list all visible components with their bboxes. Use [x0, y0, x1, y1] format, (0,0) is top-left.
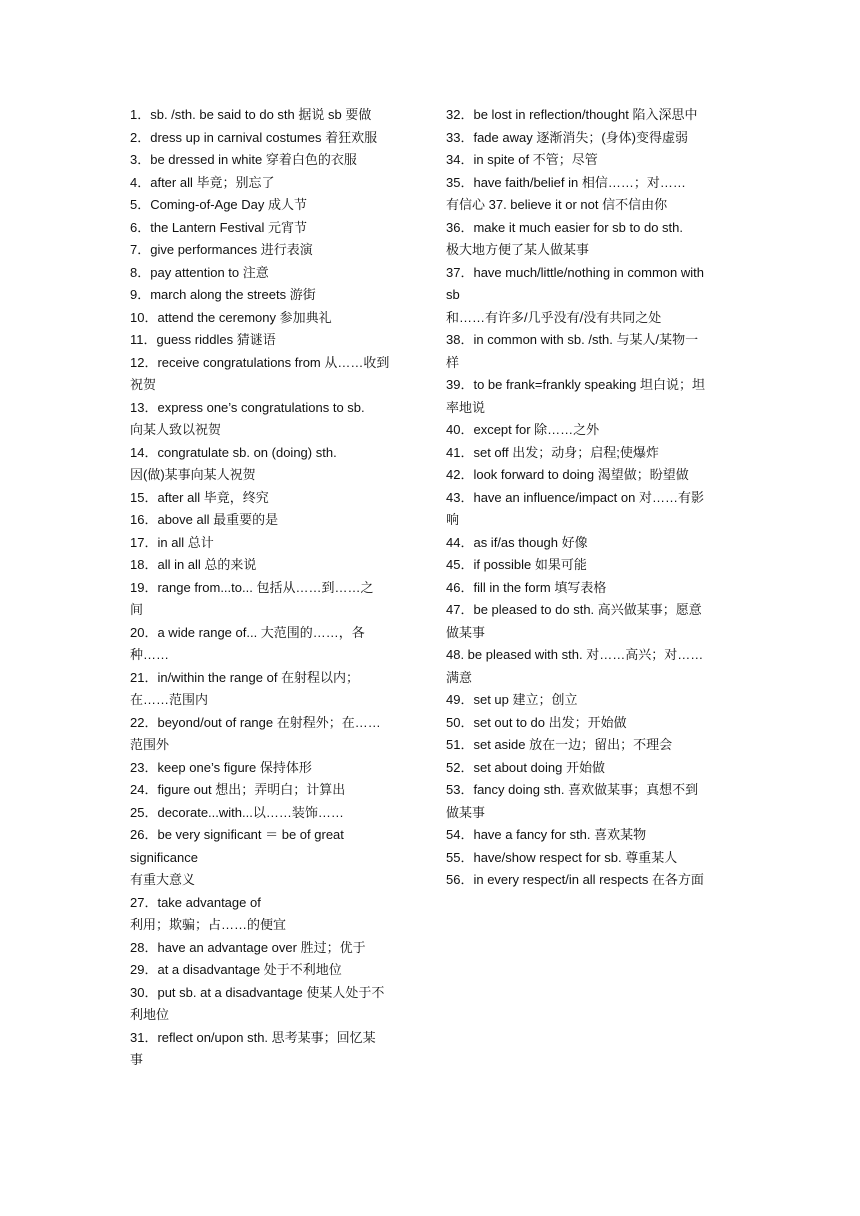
vocab-entry	[446, 757, 732, 780]
entry-line: 1．sb. /sth. be said to do sth 据说 sb 要做	[130, 107, 372, 122]
vocab-entry	[130, 712, 416, 757]
entry-line: 事	[130, 1052, 144, 1067]
vocab-entry	[130, 667, 416, 712]
left-column	[130, 104, 416, 1072]
entry-line: 33．fade away 逐渐消失；(身体)变得虚弱	[446, 129, 688, 145]
entry-line: 4．after all 毕竟；别忘了	[130, 174, 275, 190]
entry-line: 46．fill in the form 填写表格	[446, 579, 607, 595]
vocab-entry	[130, 307, 416, 330]
vocab-entry	[130, 262, 416, 285]
vocab-entry	[446, 419, 732, 442]
vocab-entry	[446, 577, 732, 600]
entry-line: 7．give performances 进行表演	[130, 242, 313, 257]
vocab-entry	[446, 149, 732, 172]
entry-line: 34．in spite of 不管；尽管	[446, 152, 598, 167]
entry-line: 25．decorate...with...以……装饰……	[130, 804, 344, 820]
entry-line: 和……有许多/几乎没有/没有共同之处	[446, 309, 662, 325]
vocab-entry	[130, 937, 416, 960]
entry-line: 2．dress up in carnival costumes 着狂欢服	[130, 129, 378, 145]
vocab-entry	[130, 959, 416, 982]
vocab-entry	[130, 442, 416, 487]
vocab-entry	[130, 622, 416, 667]
vocab-entry	[446, 869, 732, 892]
entry-line: 49．set up 建立；创立	[446, 692, 578, 707]
entry-line: 27．take advantage of	[130, 894, 261, 910]
entry-line: 31．reflect on/upon sth. 思考某事；回忆某	[130, 1029, 376, 1045]
vocab-entry	[130, 194, 416, 217]
entry-line: 48. be pleased with sth. 对……高兴；对……	[446, 647, 704, 662]
entry-line: 47．be pleased to do sth. 高兴做某事；愿意	[446, 602, 702, 617]
vocab-entry	[446, 217, 732, 262]
vocab-entry	[130, 149, 416, 172]
vocab-entry	[446, 712, 732, 735]
entry-line: 有重大意义	[130, 872, 196, 887]
entry-line: 23．keep one’s figure 保持体形	[130, 759, 312, 775]
entry-line: 15．after all 毕竟，终究	[130, 489, 269, 505]
vocab-entry	[446, 442, 732, 465]
entry-line: 种……	[130, 647, 170, 662]
entry-line: 18．all in all 总的来说	[130, 557, 257, 572]
entry-line: 8．pay attention to 注意	[130, 264, 269, 280]
vocab-entry	[130, 532, 416, 555]
entry-line: 9．march along the streets 游街	[130, 287, 316, 302]
entry-line: 12．receive congratulations from 从……收到	[130, 354, 390, 370]
entry-line: 26．be very significant ＝ be of great	[130, 827, 344, 842]
entry-line: 41．set off 出发；动身；启程;使爆炸	[446, 444, 659, 460]
vocab-entry	[446, 464, 732, 487]
vocab-entry	[130, 577, 416, 622]
vocab-entry	[130, 1027, 416, 1072]
entry-line: significance	[130, 849, 198, 865]
vocab-entry	[446, 779, 732, 824]
entry-line: 36．make it much easier for sb to do sth.	[446, 219, 683, 235]
entry-line: 利用；欺骗；占……的便宜	[130, 917, 287, 932]
entry-line: 39．to be frank=frankly speaking 坦白说；坦	[446, 377, 706, 392]
entry-line: 做某事	[446, 804, 486, 820]
entry-line: 51．set aside 放在一边；留出；不理会	[446, 737, 673, 752]
vocab-entry	[130, 757, 416, 780]
vocab-entry	[446, 104, 732, 127]
vocab-entry	[446, 172, 732, 217]
entry-line: 54．have a fancy for sth. 喜欢某物	[446, 827, 647, 842]
entry-line: 极大地方便了某人做某事	[446, 242, 590, 257]
vocab-entry	[130, 217, 416, 240]
vocab-entry	[446, 374, 732, 419]
right-column	[446, 104, 732, 892]
entry-line: 38．in common with sb. /sth. 与某人/某物一	[446, 332, 699, 347]
entry-line: 55．have/show respect for sb. 尊重某人	[446, 849, 678, 865]
vocab-entry	[130, 127, 416, 150]
entry-line: 因(做)某事向某人祝贺	[130, 467, 256, 482]
vocab-entry	[130, 824, 416, 892]
entry-line: 祝贺	[130, 377, 157, 392]
entry-line: 响	[446, 512, 460, 527]
entry-line: 16．above all 最重要的是	[130, 512, 279, 527]
vocab-entry	[130, 352, 416, 397]
vocab-entry	[446, 734, 732, 757]
entry-line: 满意	[446, 669, 473, 685]
entry-line: 21．in/within the range of 在射程以内；	[130, 669, 360, 685]
vocab-entry	[130, 487, 416, 510]
vocab-entry	[130, 239, 416, 262]
entry-line: 22．beyond/out of range 在射程外；在……	[130, 714, 381, 730]
vocab-entry	[446, 487, 732, 532]
entry-line: 3．be dressed in white 穿着白色的衣服	[130, 152, 357, 167]
vocab-entry	[130, 172, 416, 195]
entry-line: 5．Coming-of-Age Day 成人节	[130, 197, 307, 212]
entry-line: 56．in every respect/in all respects 在各方面	[446, 872, 704, 887]
entry-line: 利地位	[130, 1007, 170, 1022]
vocab-entry	[130, 104, 416, 127]
entry-line: 50．set out to do 出发；开始做	[446, 714, 627, 730]
vocab-entry	[446, 847, 732, 870]
entry-line: 53．fancy doing sth. 喜欢做某事；真想不到	[446, 782, 699, 797]
entry-line: 6．the Lantern Festival 元宵节	[130, 219, 308, 235]
entry-line: sb	[446, 287, 460, 302]
entry-line: 做某事	[446, 624, 486, 640]
entry-line: 向某人致以祝贺	[130, 422, 222, 437]
entry-line: 24．figure out 想出；弄明白；计算出	[130, 782, 346, 797]
vocab-entry	[446, 599, 732, 644]
vocab-entry	[130, 982, 416, 1027]
vocab-entry	[446, 689, 732, 712]
vocab-entry	[130, 779, 416, 802]
vocab-entry	[446, 554, 732, 577]
entry-line: 14．congratulate sb. on (doing) sth.	[130, 444, 337, 460]
entry-line: 19．range from...to... 包括从……到……之	[130, 579, 374, 595]
vocab-entry	[130, 509, 416, 532]
entry-line: 样	[446, 354, 460, 370]
vocab-entry	[130, 892, 416, 937]
vocab-entry	[130, 554, 416, 577]
entry-line: 11．guess riddles 猜谜语	[130, 332, 276, 347]
entry-line: 28．have an advantage over 胜过；优于	[130, 939, 366, 955]
entry-line: 范围外	[130, 737, 170, 752]
vocab-entry	[446, 127, 732, 150]
vocab-entry	[446, 824, 732, 847]
entry-line: 52．set about doing 开始做	[446, 759, 605, 775]
entry-line: 40．except for 除……之外	[446, 422, 600, 437]
entry-line: 32．be lost in reflection/thought 陷入深思中	[446, 107, 698, 122]
entry-line: 43．have an influence/impact on 对……有影	[446, 489, 704, 505]
vocab-entry	[446, 532, 732, 555]
entry-line: 44．as if/as though 好像	[446, 534, 588, 550]
entry-line: 率地说	[446, 399, 486, 415]
vocab-entry	[446, 329, 732, 374]
entry-line: 有信心 37. believe it or not 信不信由你	[446, 197, 668, 212]
vocab-entry	[130, 329, 416, 352]
entry-line: 在……范围内	[130, 692, 209, 707]
entry-line: 29．at a disadvantage 处于不利地位	[130, 962, 342, 977]
entry-line: 13．express one’s congratulations to sb.	[130, 399, 365, 415]
entry-line: 35．have faith/belief in 相信……；对……	[446, 174, 686, 190]
vocab-entry	[446, 262, 732, 330]
entry-line: 30．put sb. at a disadvantage 使某人处于不	[130, 984, 385, 1000]
entry-line: 45．if possible 如果可能	[446, 557, 587, 572]
entry-line: 10．attend the ceremony 参加典礼	[130, 309, 332, 325]
entry-line: 42．look forward to doing 渴望做；盼望做	[446, 467, 689, 482]
entry-line: 17．in all 总计	[130, 534, 214, 550]
vocab-entry	[446, 644, 732, 689]
vocab-entry	[130, 397, 416, 442]
vocab-entry	[130, 284, 416, 307]
vocab-entry	[130, 802, 416, 825]
entry-line: 间	[130, 602, 144, 617]
entry-line: 37．have much/little/nothing in common with	[446, 264, 704, 280]
entry-line: 20．a wide range of... 大范围的……，各	[130, 624, 365, 640]
